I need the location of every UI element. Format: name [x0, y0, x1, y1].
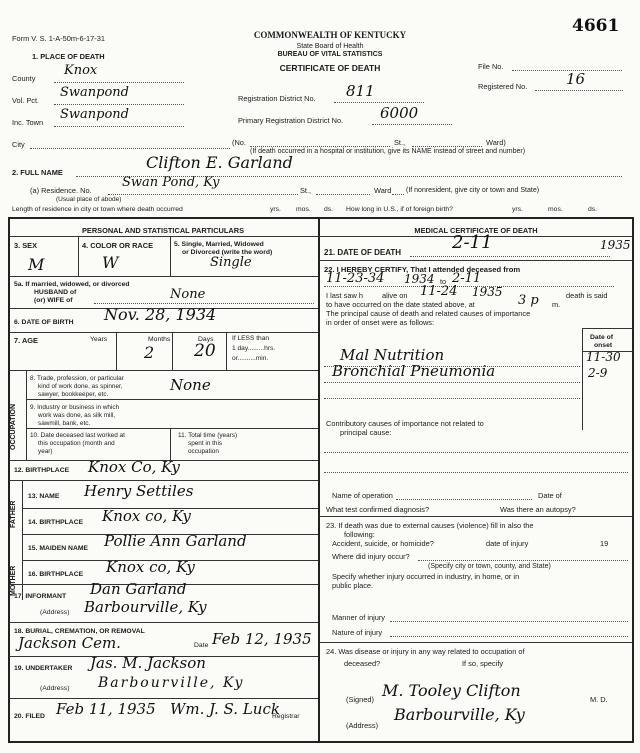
spouse-label-1: 5a. If married, widowed, or divorced	[14, 281, 130, 288]
attended-from: 11-23-34	[326, 271, 385, 286]
years-label: Years	[90, 336, 108, 343]
occurred-label: to have occurred on the date stated above, at	[326, 300, 475, 309]
how-long-yrs: yrs.	[512, 206, 523, 213]
county-value: Knox	[64, 63, 98, 78]
signed-label: (Signed)	[346, 695, 374, 704]
nonresident-note: (If nonresident, give city or town and State)	[406, 187, 540, 194]
vol-pct-value: Swanpond	[60, 85, 129, 100]
father-side-label: FATHER	[10, 500, 17, 528]
burial-label: 18. BURIAL, CREMATION, OR REMOVAL	[14, 628, 145, 635]
last-saw-alive: alive on	[382, 291, 408, 300]
table-bottom-rule	[8, 741, 634, 743]
operation-date-label: Date of	[538, 491, 562, 500]
bureau-title: BUREAU OF VITAL STATISTICS	[277, 51, 383, 58]
date-onset-label-1: Date of	[590, 334, 614, 341]
table-middle-rule	[318, 217, 320, 741]
registration-district: 811	[346, 82, 375, 100]
total-time-label-3: occupation	[188, 448, 219, 455]
inc-town-label: Inc. Town	[12, 118, 44, 127]
death-said-label: death is said	[566, 291, 608, 300]
spouse-label-2: HUSBAND of	[34, 289, 77, 296]
undertaker-address-label: (Address)	[40, 685, 70, 692]
mother-maiden-value: Pollie Ann Garland	[104, 532, 247, 550]
last-worked-label-2: this occupation (month and	[38, 440, 115, 447]
sex-label: 3. SEX	[14, 241, 38, 250]
informant-address: Barbourville, Ky	[84, 598, 207, 616]
registrar-label: Registrar	[272, 713, 300, 720]
table-top-rule	[8, 217, 634, 219]
trade-value: None	[170, 376, 211, 394]
age-label: 7. AGE	[14, 336, 38, 345]
less-than-label: If LESS than	[232, 335, 270, 342]
place-of-death-label: 1. PLACE OF DEATH	[32, 52, 105, 61]
causes-label-1: The principal cause of death and related causes of importance	[326, 309, 531, 318]
trade-label-2: kind of work done, as spinner,	[38, 383, 123, 390]
md-label: M. D.	[590, 695, 608, 704]
how-long-mos: mos.	[548, 206, 563, 213]
causes-label-2: in order of onset were as follows:	[326, 318, 435, 327]
marital-label-2: or Divorced (write the word)	[182, 249, 273, 256]
manner-label: Manner of injury	[332, 613, 385, 622]
inc-town-value: Swanpond	[60, 107, 129, 122]
primary-registration-label: Primary Registration District No.	[238, 116, 344, 125]
county-label: County	[12, 74, 36, 83]
file-number-stamp: 4661	[572, 16, 620, 36]
city-label: City	[12, 140, 25, 149]
last-worked-label-1: 10. Date deceased last worked at	[30, 432, 125, 439]
informant-label: 17. INFORMANT	[14, 593, 67, 600]
physician-address-label: (Address)	[346, 721, 379, 730]
last-saw-label: I last saw h	[326, 291, 363, 300]
registration-district-label: Registration District No.	[238, 94, 316, 103]
residence-ward-label: Ward	[374, 186, 392, 195]
marital-value: Single	[210, 255, 252, 270]
trade-label-3: sawyer, bookkeeper, etc.	[38, 391, 109, 398]
where-label: Where did injury occur?	[332, 552, 410, 561]
filed-registrar: Wm. J. S. Luck	[170, 700, 280, 718]
date-of-death-value: 2-11	[452, 232, 493, 253]
marital-label-1: 5. Single, Married, Widowed	[174, 241, 264, 248]
total-time-label-1: 11. Total time (years)	[178, 432, 238, 439]
specify-label-1: Specify whether injury occurred in industry, in home, or in	[332, 572, 520, 581]
full-name-value: Clifton E. Garland	[146, 153, 293, 172]
table-right-rule	[632, 217, 634, 742]
birthplace-value: Knox Co, Ky	[88, 458, 180, 476]
how-long-ds: ds.	[588, 206, 598, 213]
color-label: 4. COLOR OR RACE	[82, 241, 154, 250]
registered-no: 16	[566, 70, 586, 88]
occupation-side-label: OCCUPATION	[10, 403, 17, 450]
undertaker-address: Barbourville, Ky	[98, 675, 245, 691]
total-time-label-2: spent in this	[188, 440, 223, 447]
to-label: to	[440, 277, 447, 286]
nature-label: Nature of injury	[332, 628, 383, 637]
institution-note: (If death occurred in a hospital or institution, give its NAME instead of street and number)	[250, 148, 526, 155]
commonwealth-title: COMMONWEALTH OF KENTUCKY	[253, 30, 407, 40]
dob-label: 6. DATE OF BIRTH	[14, 319, 74, 326]
registered-no-label: Registered No.	[478, 82, 528, 91]
length-residence-label: Length of residence in city or town where death occurred	[12, 206, 183, 213]
father-birthplace-label: 14. BIRTHPLACE	[28, 519, 84, 526]
signed-value: M. Tooley Clifton	[382, 681, 521, 700]
how-long-label: How long in U.S., if of foreign birth?	[346, 206, 453, 213]
certificate-title: CERTIFICATE OF DEATH	[279, 63, 381, 73]
age-months-value: 2	[144, 343, 155, 362]
mother-side-label: MOTHER	[10, 565, 17, 596]
cause-1-onset: 11-30	[586, 350, 621, 364]
city-ward-label: Ward)	[486, 138, 506, 147]
attended-from-year: 1934	[404, 272, 435, 286]
burial-place: Jackson Cem.	[18, 634, 121, 652]
contributory-label-2: principal cause:	[340, 428, 392, 437]
last-worked-label-3: year)	[38, 448, 53, 455]
death-time: 3 p	[518, 293, 539, 308]
external-label-1: 23. If death was due to external causes (violence) fill in also the	[326, 521, 534, 530]
autopsy-label: Was there an autopsy?	[500, 505, 576, 514]
length-ds: ds.	[324, 206, 334, 213]
medical-section-title: MEDICAL CERTIFICATE OF DEATH	[414, 226, 538, 235]
father-name-label: 13. NAME	[28, 493, 60, 500]
mother-birthplace-label: 16. BIRTHPLACE	[28, 571, 84, 578]
last-saw-date: 11-24	[420, 284, 458, 299]
certify-label: 22. I HEREBY CERTIFY, That I attended deceased from	[324, 265, 521, 274]
specify-label-2: public place.	[332, 581, 374, 590]
where-note: (Specify city or town, county, and State)	[428, 563, 551, 570]
date-onset-label-2: onset	[594, 342, 613, 349]
date-of-death-year: 1935	[600, 238, 631, 252]
accident-label: Accident, suicide, or homicide?	[332, 539, 434, 548]
trade-label-1: 8. Trade, profession, or particular	[30, 375, 124, 382]
form-number: Form V. S. 1-A-50m-6-17-31	[12, 34, 105, 43]
months-label: Months	[148, 336, 171, 343]
informant-name: Dan Garland	[90, 580, 187, 598]
industry-label-3: sawmill, bank, etc.	[38, 420, 91, 427]
last-saw-year: 1935	[472, 285, 503, 299]
residence-value: Swan Pond, Ky	[122, 175, 220, 190]
filed-date: Feb 11, 1935	[56, 700, 156, 718]
dob-value: Nov. 28, 1934	[104, 305, 217, 324]
vol-pct-label: Vol. Pct.	[12, 96, 40, 105]
disease-label-2: deceased?	[344, 659, 381, 668]
informant-address-label: (Address)	[40, 609, 70, 616]
file-no-label: File No.	[478, 62, 504, 71]
date-injury-label: date of injury	[486, 539, 529, 548]
operation-label: Name of operation	[332, 491, 393, 500]
color-value: W	[102, 253, 119, 272]
residence-label: (a) Residence. No.	[30, 186, 92, 195]
injury-year-suffix: 19	[600, 539, 609, 548]
undertaker-label: 19. UNDERTAKER	[14, 665, 73, 672]
if-so-label: If so, specify	[462, 659, 504, 668]
primary-registration: 6000	[380, 104, 419, 122]
length-yrs: yrs.	[270, 206, 281, 213]
external-label-2: following:	[344, 530, 375, 539]
residence-st-label: St.,	[300, 186, 312, 195]
filed-label: 20. FILED	[14, 713, 45, 720]
or-min-label: or..........min.	[232, 355, 269, 362]
industry-label-1: 9. Industry or business in which	[30, 404, 120, 411]
mother-maiden-label: 15. MAIDEN NAME	[28, 545, 89, 552]
cause-2-onset: 2-9	[588, 366, 608, 380]
date-of-death-label: 21. DATE OF DEATH	[324, 248, 402, 257]
city-st-label: St.,	[394, 138, 406, 147]
burial-date-label: Date	[194, 642, 209, 649]
personal-section-title: PERSONAL AND STATISTICAL PARTICULARS	[81, 226, 245, 235]
one-day-label: 1 day.........hrs.	[232, 345, 276, 352]
industry-label-2: work was done, as silk mill,	[38, 412, 116, 419]
spouse-value: None	[170, 287, 206, 302]
full-name-label: 2. FULL NAME	[12, 168, 63, 177]
father-name-value: Henry Settiles	[84, 482, 194, 500]
disease-label-1: 24. Was disease or injury in any way related to occupation of	[326, 647, 525, 656]
birthplace-label: 12. BIRTHPLACE	[14, 467, 70, 474]
days-label: Days	[198, 336, 214, 343]
confirm-label: What test confirmed diagnosis?	[326, 505, 430, 514]
cause-1: Mal Nutrition	[340, 346, 445, 364]
contributory-label-1: Contributory causes of importance not related to	[326, 419, 484, 428]
spouse-label-3: (or) WIFE of	[34, 297, 73, 304]
attended-to: 2-11	[452, 271, 482, 286]
m-label: m.	[552, 300, 561, 309]
burial-date: Feb 12, 1935	[212, 630, 312, 648]
father-birthplace-value: Knox co, Ky	[102, 507, 191, 525]
cause-2: Bronchial Pneumonia	[332, 362, 496, 380]
sex-value: M	[28, 255, 45, 274]
undertaker-name: Jas. M. Jackson	[90, 654, 206, 672]
city-no-label: (No.	[232, 138, 246, 147]
age-days-value: 20	[194, 341, 216, 361]
mother-birthplace-value: Knox co, Ky	[106, 558, 195, 576]
length-mos: mos.	[296, 206, 311, 213]
physician-address: Barbourville, Ky	[394, 705, 525, 724]
usual-place-note: (Usual place of abode)	[56, 196, 122, 203]
state-board: State Board of Health	[296, 43, 364, 50]
